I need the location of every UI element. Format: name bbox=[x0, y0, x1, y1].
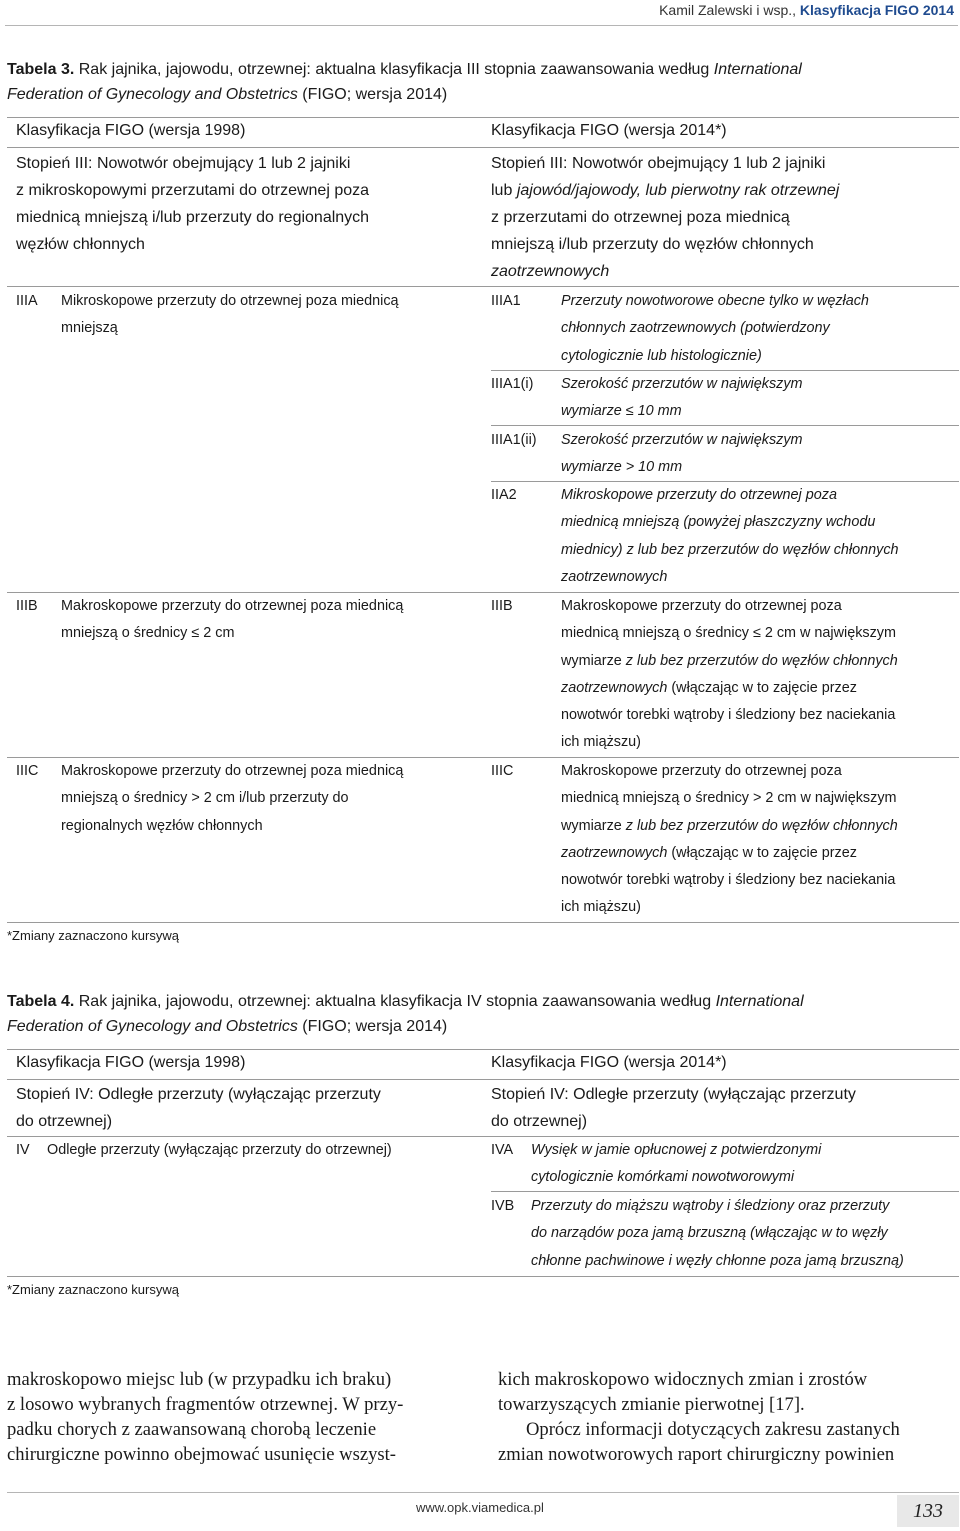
table4-rule-bottom bbox=[7, 1276, 959, 1277]
desc-text: wymiarze bbox=[561, 817, 622, 834]
desc-line bbox=[561, 840, 959, 867]
desc-line bbox=[561, 675, 959, 702]
table3-row-rule bbox=[491, 425, 959, 426]
table3-label: Tabela 3. bbox=[7, 61, 75, 78]
desc-text: (włączając w to zajęcie przez bbox=[671, 679, 857, 696]
subheader-line: Stopień IV: Odległe przerzuty (wyłączając przerzuty bbox=[491, 1086, 856, 1103]
table3-left-desc bbox=[61, 758, 481, 840]
table3-right-desc bbox=[561, 593, 959, 757]
desc-line: Wysięk w jamie opłucnowej z potwierdzonymi bbox=[531, 1142, 822, 1158]
table4-left-code: IV bbox=[16, 1142, 30, 1158]
desc-line: Makroskopowe przerzuty do otrzewnej poza bbox=[561, 763, 842, 779]
table4-left-desc bbox=[47, 1137, 477, 1164]
table3-caption-italic2: Federation of Gynecology and Obstetrics bbox=[7, 85, 298, 103]
desc-line: miednicą mniejszą o średnicy > 2 cm w największym bbox=[561, 790, 897, 807]
table3-left-code: IIIA bbox=[16, 293, 38, 309]
body-line: zmian nowotworowych raport chirurgiczny powinien bbox=[498, 1444, 895, 1465]
body-column-left bbox=[7, 1367, 469, 1467]
table3-caption-italic1: International bbox=[713, 61, 802, 78]
table4-right-desc bbox=[531, 1137, 959, 1192]
table3-footnote: *Zmiany zaznaczono kursywą bbox=[7, 928, 179, 943]
table3-right-desc bbox=[561, 288, 959, 370]
table3-rule-sub bbox=[7, 286, 959, 287]
desc-line: mniejszą o średnicy ≤ 2 cm bbox=[61, 625, 235, 642]
table4-caption-italic2: Federation of Gynecology and Obstetrics bbox=[7, 1017, 298, 1035]
table4-caption-italic1: International bbox=[715, 993, 804, 1010]
subheader-line bbox=[491, 177, 959, 204]
subheader-line: z mikroskopowymi przerzutami do otrzewnej poza bbox=[16, 182, 370, 199]
table4-rule-header bbox=[7, 1079, 959, 1080]
table3-right-subheader bbox=[491, 150, 959, 285]
body-line: makroskopowo miejsc lub (w przypadku ich braku) bbox=[7, 1369, 392, 1390]
desc-line: Mikroskopowe przerzuty do otrzewnej poza miednicą bbox=[61, 293, 399, 309]
body-line: padku chorych z zaawansowaną chorobą leczenie bbox=[7, 1419, 377, 1440]
desc-line: mniejszą o średnicy > 2 cm i/lub przerzuty do bbox=[61, 790, 349, 807]
table4-caption-part2: (FIGO; wersja 2014) bbox=[302, 1017, 448, 1035]
desc-line: mniejszą bbox=[61, 320, 118, 337]
body-column-right bbox=[498, 1367, 960, 1467]
table3-left-subheader bbox=[16, 150, 476, 258]
subheader-line: miednicą mniejszą i/lub przerzuty do regionalnych bbox=[16, 209, 370, 226]
desc-line: cytologicznie komórkami nowotworowymi bbox=[531, 1169, 795, 1186]
subheader-italic: jajowód/jajowody, lub pierwotny rak otrzewnej bbox=[516, 182, 840, 199]
subheader-line: Stopień IV: Odległe przerzuty (wyłączając przerzuty bbox=[16, 1086, 381, 1103]
desc-line: miednicą mniejszą o średnicy ≤ 2 cm w największym bbox=[561, 625, 896, 642]
footer-url[interactable]: www.opk.viamedica.pl bbox=[416, 1500, 544, 1515]
footer-rule bbox=[7, 1492, 959, 1493]
desc-line: Szerokość przerzutów w największym bbox=[561, 432, 803, 448]
desc-line bbox=[561, 813, 959, 840]
subheader-line: zaotrzewnowych bbox=[491, 263, 610, 280]
desc-line: wymiarze ≤ 10 mm bbox=[561, 403, 682, 420]
desc-line: Szerokość przerzutów w największym bbox=[561, 376, 803, 392]
table3-caption bbox=[7, 58, 959, 107]
desc-line: regionalnych węzłów chłonnych bbox=[61, 817, 263, 834]
desc-line: nowotwór torebki wątroby i śledziony bez naciekania bbox=[561, 872, 896, 889]
table4-right-code: IVA bbox=[491, 1142, 514, 1158]
desc-text: wymiarze bbox=[561, 652, 622, 669]
subheader-line: z przerzutami do otrzewnej poza miednicą bbox=[491, 209, 790, 226]
desc-line: cytologicznie lub histologicznie) bbox=[561, 347, 762, 364]
body-line: chirurgiczne powinno obejmować usunięcie wszyst- bbox=[7, 1444, 396, 1465]
table3-left-header: Klasyfikacja FIGO (wersja 1998) bbox=[16, 122, 246, 139]
subheader-text: lub bbox=[491, 182, 513, 199]
table3-rule-header bbox=[7, 147, 959, 148]
table3-right-code: IIIB bbox=[491, 598, 513, 614]
table3-right-code: IIIA1 bbox=[491, 293, 521, 309]
table3-right-code: IIIA1(ii) bbox=[491, 432, 537, 448]
table3-right-desc bbox=[561, 427, 959, 482]
subheader-line: Stopień III: Nowotwór obejmujący 1 lub 2 jajniki bbox=[491, 155, 826, 172]
table4-right-desc bbox=[531, 1193, 959, 1275]
table4-right-subheader bbox=[491, 1081, 959, 1135]
body-line: towarzyszących zmianie pierwotnej [17]. bbox=[498, 1394, 805, 1415]
desc-line: zaotrzewnowych bbox=[561, 568, 668, 585]
subheader-line: mniejszą i/lub przerzuty do węzłów chłonnych bbox=[491, 236, 814, 253]
desc-line: Makroskopowe przerzuty do otrzewnej poza miednicą bbox=[61, 598, 404, 614]
table3-rule-top bbox=[7, 117, 959, 118]
desc-line: Przerzuty nowotworowe obecne tylko w węzłach bbox=[561, 293, 869, 309]
table4-footnote: *Zmiany zaznaczono kursywą bbox=[7, 1282, 179, 1297]
table3-left-desc bbox=[61, 288, 481, 343]
table3-right-desc bbox=[561, 758, 959, 922]
desc-line: ich miąższu) bbox=[561, 899, 641, 916]
desc-line: nowotwór torebki wątroby i śledziony bez naciekania bbox=[561, 707, 896, 724]
desc-line: Odległe przerzuty (wyłączając przerzuty do otrzewnej) bbox=[47, 1142, 392, 1158]
table3-left-code: IIIB bbox=[16, 598, 38, 614]
table3-right-desc bbox=[561, 371, 959, 426]
table3-right-header: Klasyfikacja FIGO (wersja 2014*) bbox=[491, 122, 727, 139]
top-rule bbox=[5, 25, 958, 26]
desc-text: (włączając w to zajęcie przez bbox=[671, 844, 857, 861]
table3-caption-part1: Rak jajnika, jajowodu, otrzewnej: aktualna klasyfikacja III stopnia zaawansowania według bbox=[78, 61, 710, 78]
page-number: 133 bbox=[913, 1500, 943, 1522]
desc-italic: z lub bez przerzutów do węzłów chłonnych bbox=[625, 817, 898, 834]
table3-right-code: IIA2 bbox=[491, 487, 517, 503]
body-line: Oprócz informacji dotyczących zakresu zastanych bbox=[526, 1419, 900, 1440]
table4-left-subheader bbox=[16, 1081, 476, 1135]
running-head-title: Klasyfikacja FIGO 2014 bbox=[799, 2, 954, 18]
table4-rule-top bbox=[7, 1049, 959, 1050]
table3-right-code: IIIC bbox=[491, 763, 514, 779]
table3-right-code: IIIA1(i) bbox=[491, 376, 534, 392]
desc-italic: zaotrzewnowych bbox=[561, 679, 668, 696]
table4-caption-part1: Rak jajnika, jajowodu, otrzewnej: aktualna klasyfikacja IV stopnia zaawansowania według bbox=[78, 993, 712, 1010]
table4-row-rule bbox=[491, 1191, 959, 1192]
subheader-line: do otrzewnej) bbox=[491, 1113, 588, 1130]
desc-line: do narządów poza jamą brzuszną (włączając w to węzły bbox=[531, 1225, 888, 1242]
desc-italic: z lub bez przerzutów do węzłów chłonnych bbox=[625, 652, 898, 669]
desc-line: Makroskopowe przerzuty do otrzewnej poza miednicą bbox=[61, 763, 404, 779]
desc-line: chłonne pachwinowe i węzły chłonne poza jamą brzuszną) bbox=[531, 1252, 904, 1269]
table4-label: Tabela 4. bbox=[7, 993, 75, 1010]
desc-line: chłonnych zaotrzewnowych (potwierdzony bbox=[561, 320, 830, 337]
desc-line: miednicy) z lub bez przerzutów do węzłów chłonnych bbox=[561, 541, 899, 558]
desc-line: Mikroskopowe przerzuty do otrzewnej poza bbox=[561, 487, 837, 503]
table4-right-code: IVB bbox=[491, 1198, 515, 1214]
desc-line: Przerzuty do miąższu wątroby i śledziony oraz przerzuty bbox=[531, 1198, 890, 1214]
running-head-authors: Kamil Zalewski i wsp., bbox=[659, 2, 797, 18]
table3-left-code: IIIC bbox=[16, 763, 39, 779]
table3-left-desc bbox=[61, 593, 481, 648]
subheader-line: do otrzewnej) bbox=[16, 1113, 113, 1130]
subheader-line: Stopień III: Nowotwór obejmujący 1 lub 2 jajniki bbox=[16, 155, 351, 172]
desc-line: miednicą mniejszą (powyżej płaszczyzny wchodu bbox=[561, 514, 876, 531]
running-head bbox=[659, 2, 954, 18]
desc-line: Makroskopowe przerzuty do otrzewnej poza bbox=[561, 598, 842, 614]
body-line: z losowo wybranych fragmentów otrzewnej. W przy- bbox=[7, 1394, 404, 1415]
table3-caption-part2: (FIGO; wersja 2014) bbox=[302, 85, 448, 103]
table3-right-desc bbox=[561, 482, 959, 591]
table4-caption bbox=[7, 990, 959, 1039]
desc-italic: zaotrzewnowych bbox=[561, 844, 668, 861]
subheader-line: węzłów chłonnych bbox=[16, 236, 145, 253]
body-line: kich makroskopowo widocznych zmian i zrostów bbox=[498, 1369, 868, 1390]
table4-left-header: Klasyfikacja FIGO (wersja 1998) bbox=[16, 1054, 246, 1071]
desc-line: wymiarze > 10 mm bbox=[561, 459, 683, 476]
table3-rule-bottom bbox=[7, 922, 959, 923]
desc-line: ich miąższu) bbox=[561, 734, 641, 751]
table4-right-header: Klasyfikacja FIGO (wersja 2014*) bbox=[491, 1054, 727, 1071]
desc-line bbox=[561, 648, 959, 675]
